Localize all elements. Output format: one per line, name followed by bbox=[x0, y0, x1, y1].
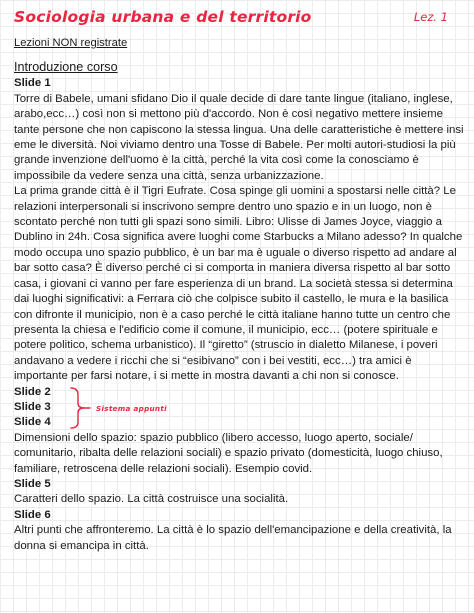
annotation-note: Sistema appunti bbox=[96, 403, 167, 413]
slide-2-label: Slide 2 bbox=[14, 385, 51, 398]
lesson-number: Lez. 1 bbox=[413, 10, 448, 24]
slides-2-4-text: Dimensioni dello spazio: spazio pubblico (libero accesso, luogo aperto, sociale/ comunitario, ribalta delle relazioni sociali) e spazio privato (domesticità, luogo chiuso, familiare, retroscena delle relazioni sociali). Esempio covid. bbox=[14, 431, 443, 475]
slides-2-4-group bbox=[14, 385, 464, 431]
subtitle: Lezioni NON registrate bbox=[14, 37, 128, 49]
slide-1-text-1: Torre di Babele, umani sfidano Dio il quale decide di dare tante lingue (italiano, inglese, arabo,ecc…) così non si mettono più d'accordo. Non è così negativo mettere insieme tante persone che non capiscono la stessa lingua. Una delle caratteristiche è mettere insi eme le diversità. Noi viviamo dentro una Tosse di Babele. Per molti autori-studiosi la più grande invenzione dell'uomo è la città, perché la vita così come la conosciamo è impossibile da vedere senza una città, senza urbanizzazione. bbox=[14, 92, 464, 182]
page-header bbox=[14, 8, 460, 32]
brace-icon bbox=[69, 386, 91, 430]
slide-4-label: Slide 4 bbox=[14, 416, 51, 429]
document-title: Sociologia urbana e del territorio bbox=[14, 8, 312, 26]
section-heading: Introduzione corso bbox=[14, 60, 118, 75]
slide-3-label: Slide 3 bbox=[14, 400, 51, 413]
slide-6-text: Altri punti che affronteremo. La città è lo spazio dell'emancipazione e della creatività, la donna si emancipa in città. bbox=[14, 524, 452, 552]
slide-5-label: Slide 5 bbox=[14, 477, 51, 490]
slide-1-label: Slide 1 bbox=[14, 77, 51, 90]
notes-body bbox=[14, 36, 464, 554]
slide-5-text: Caratteri dello spazio. La città costruisce una socialità. bbox=[14, 493, 289, 506]
slide-1-text-2: La prima grande città è il Tigri Eufrate. Cosa spinge gli uomini a spostarsi nelle città? Le relazioni interpersonali si inscrivono sempre dentro uno spazio e in un luogo, non è scontato perché non tutti gli spazi sono simili. Libro: Ulisse di James Joyce, viaggio a Dublino in 24h. Cosa significa avere luoghi come Starbucks a Milano adesso? In qualche modo occupa uno spazio pubblico, è un bar ma è uguale o diverso rispetto ad andare al bar sotto casa? È diverso perché ci si comporta in maniera diversa rispetto al bar sotto casa, i giovani ci vanno per fare esperienza di un brand. La società stessa si determina dai luoghi significativi: a Ferrara ciò che colpisce subito il castello, le mura e la basilica con difronte il municipio, non è a caso perché le città italiane hanno tutte un centro che presenta la chiesa e l'edificio come il comune, il municipio, ecc… (potere spirituale e potere politico, schema urbanistico). Il “giretto” (struscio in dialetto Milanese, i poveri andavano a vedere i ricchi che si “esibivano” con i bei vestiti, ecc…) tra amici è importante per farsi notare, i si mette in mostra davanti a chi non si conosce. bbox=[14, 185, 463, 383]
slide-6-label: Slide 6 bbox=[14, 508, 51, 521]
